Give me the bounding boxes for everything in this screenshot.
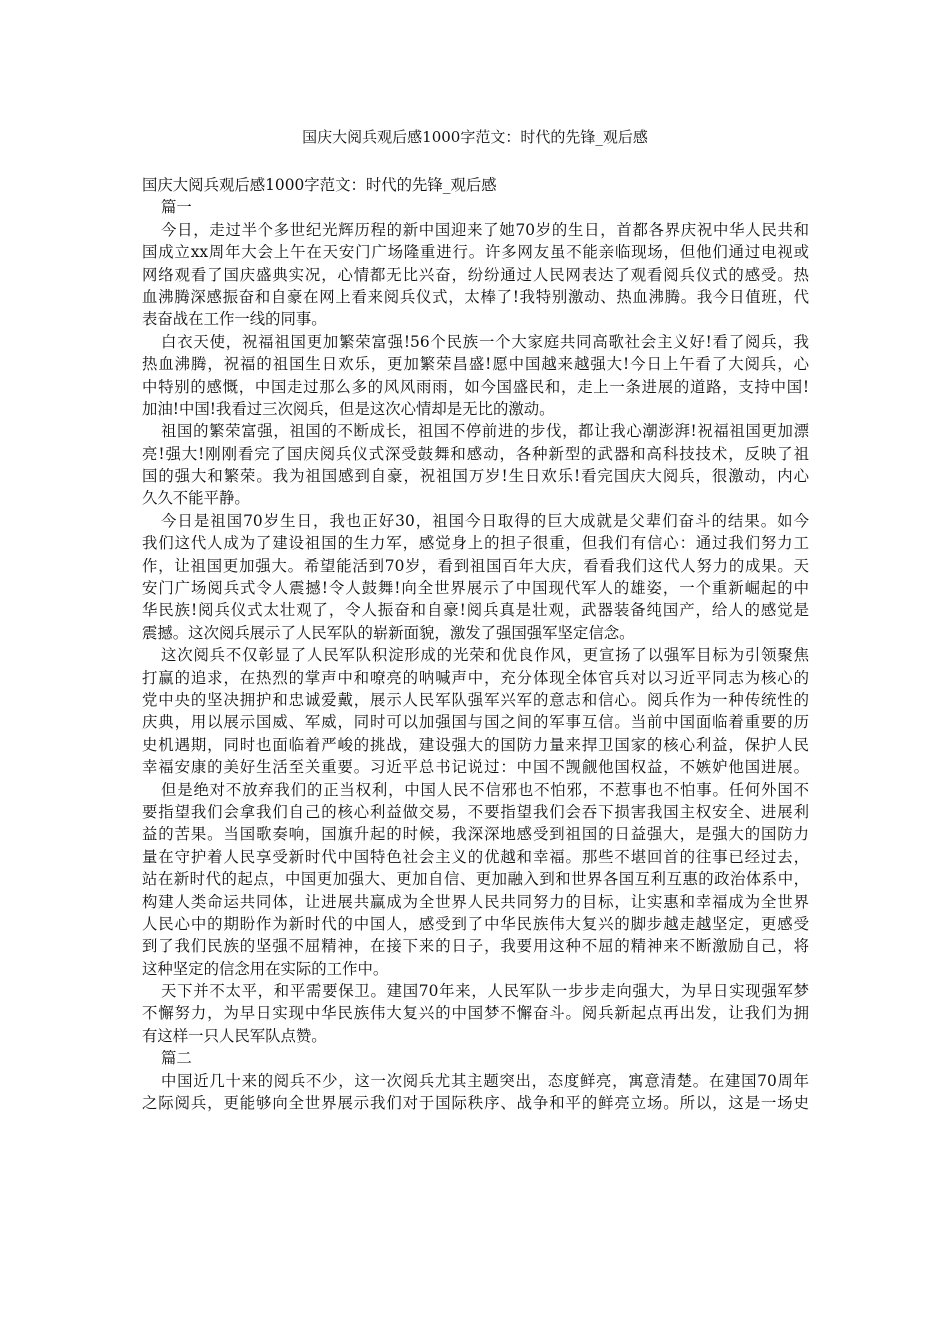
text-line: 亮!强大!刚刚看完了国庆阅兵仪式深受鼓舞和感动，各种新型的武器和高科技技术，反映了祖 — [142, 444, 809, 463]
text-line: 加油!中国!我看过三次阅兵，但是这次心情却是无比的激动。 — [142, 399, 555, 418]
text-line: 华民族!阅兵仪式太壮观了，令人振奋和自豪!阅兵真是壮观，武器装备纯国产，给人的感觉是 — [142, 601, 809, 620]
text-line: 今日是祖国70岁生日，我也正好30，祖国今日取得的巨大成就是父辈们奋斗的结果。如今 — [161, 511, 809, 530]
text-line: 血沸腾深感振奋和自豪在网上看来阅兵仪式，太棒了!我特别激动、热血沸腾。我今日值班，代 — [142, 287, 809, 306]
document-title: 国庆大阅兵观后感1000字范文：时代的先锋_观后感 — [302, 128, 648, 146]
text-line: 人民心中的期盼作为新时代的中国人，感受到了中华民族伟大复兴的脚步越走越坚定，更感受 — [142, 914, 809, 933]
text-line: 国成立xx周年大会上午在天安门广场隆重进行。许多网友虽不能亲临现场，但他们通过电视或 — [142, 243, 809, 262]
text-line: 量在守护着人民享受新时代中国特色社会主义的优越和幸福。那些不堪回首的往事已经过去， — [142, 847, 809, 866]
text-line: 不懈努力，为早日实现中华民族伟大复兴的中国梦不懈奋斗。阅兵新起点再出发，让我们为拥 — [142, 1004, 809, 1023]
text-line: 我们这代人成为了建设祖国的生力军，感觉身上的担子很重，但我们有信心：通过我们努力工 — [142, 534, 809, 553]
text-line: 篇二 — [161, 1049, 192, 1068]
text-line: 构建人类命运共同体，让进展共赢成为全世界人民共同努力的目标，让实惠和幸福成为全世界 — [142, 892, 809, 911]
text-line: 网络观看了国庆盛典实况，心情都无比兴奋，纷纷通过人民网表达了观看阅兵仪式的感受。热 — [142, 265, 809, 284]
text-line: 天下并不太平，和平需要保卫。建国70年来，人民军队一步步走向强大，为早日实现强军梦 — [161, 982, 809, 1001]
text-line: 国的强大和繁荣。我为祖国感到自豪，祝祖国万岁!生日欢乐!看完国庆大阅兵，很激动，内心 — [142, 467, 809, 486]
document-body — [142, 174, 809, 1114]
text-line: 热血沸腾，祝福的祖国生日欢乐，更加繁荣昌盛!愿中国越来越强大!今日上午看了大阅兵，心 — [142, 355, 809, 374]
text-line: 党中央的坚决拥护和忠诚爱戴，展示人民军队强军兴军的意志和信心。阅兵作为一种传统性的 — [142, 690, 809, 709]
text-line: 安门广场阅兵式令人震撼!令人鼓舞!向全世界展示了中国现代军人的雄姿，一个重新崛起的中 — [142, 579, 809, 598]
text-line: 站在新时代的起点，中国更加强大、更加自信、更加融入到和世界各国互利互惠的政治体系中， — [142, 870, 809, 889]
text-line: 这次阅兵不仅彰显了人民军队积淀形成的光荣和优良作风，更宣扬了以强军目标为引领聚焦 — [161, 646, 809, 665]
text-line: 祖国的繁荣富强，祖国的不断成长，祖国不停前进的步伐，都让我心潮澎湃!祝福祖国更加漂 — [161, 422, 809, 441]
text-line: 到了我们民族的坚强不屈精神，在接下来的日子，我要用这种不屈的精神来不断激励自己，将 — [142, 937, 809, 956]
text-line: 白衣天使，祝福祖国更加繁荣富强!56个民族一个大家庭共同高歌社会主义好!看了阅兵，我 — [161, 332, 809, 351]
text-line: 之际阅兵，更能够向全世界展示我们对于国际秩序、战争和平的鲜亮立场。所以，这是一场史 — [142, 1094, 809, 1113]
text-line: 庆典，用以展示国威、军威，同时可以加强国与国之间的军事互信。当前中国面临着重要的历 — [142, 713, 809, 732]
text-line: 表奋战在工作一线的同事。 — [142, 310, 327, 329]
text-line: 益的苦果。当国歌奏响，国旗升起的时候，我深深地感受到祖国的日益强大，是强大的国防力 — [142, 825, 809, 844]
text-line: 今日，走过半个多世纪光辉历程的新中国迎来了她70岁的生日，首都各界庆祝中华人民共和 — [161, 220, 809, 239]
text-line: 但是绝对不放弃我们的正当权利，中国人民不信邪也不怕邪，不惹事也不怕事。任何外国不 — [161, 780, 809, 799]
text-line: 幸福安康的美好生活至关重要。习近平总书记说过：中国不觊觎他国权益，不嫉妒他国进展。 — [142, 758, 809, 777]
text-line: 史机遇期，同时也面临着严峻的挑战，建设强大的国防力量来捍卫国家的核心利益，保护人民 — [142, 735, 809, 754]
text-line: 震撼。这次阅兵展示了人民军队的崭新面貌，激发了强国强军坚定信念。 — [142, 623, 635, 642]
text-line: 中特别的感慨，中国走过那么多的风风雨雨，如今国盛民和，走上一条进展的道路，支持中国! — [142, 377, 809, 396]
text-line: 打赢的追求，在热烈的掌声中和嘹亮的呐喊声中，充分体现全体官兵对以习近平同志为核心的 — [142, 668, 809, 687]
text-line: 久久不能平静。 — [142, 489, 250, 508]
text-line: 中国近几十来的阅兵不少，这一次阅兵尤其主题突出，态度鲜亮，寓意清楚。在建国70周年 — [161, 1071, 809, 1090]
text-line: 这种坚定的信念用在实际的工作中。 — [142, 959, 389, 978]
text-line: 国庆大阅兵观后感1000字范文：时代的先锋_观后感 — [142, 176, 497, 194]
text-line: 要指望我们会拿我们自己的核心利益做交易，不要指望我们会吞下损害我国主权安全、进展利 — [142, 802, 809, 821]
text-line: 篇一 — [161, 198, 192, 217]
text-line: 有这样一只人民军队点赞。 — [142, 1026, 327, 1045]
text-line: 作，让祖国更加强大。希望能活到70岁，看到祖国百年大庆，看看我们这代人努力的成果。天 — [142, 556, 809, 575]
